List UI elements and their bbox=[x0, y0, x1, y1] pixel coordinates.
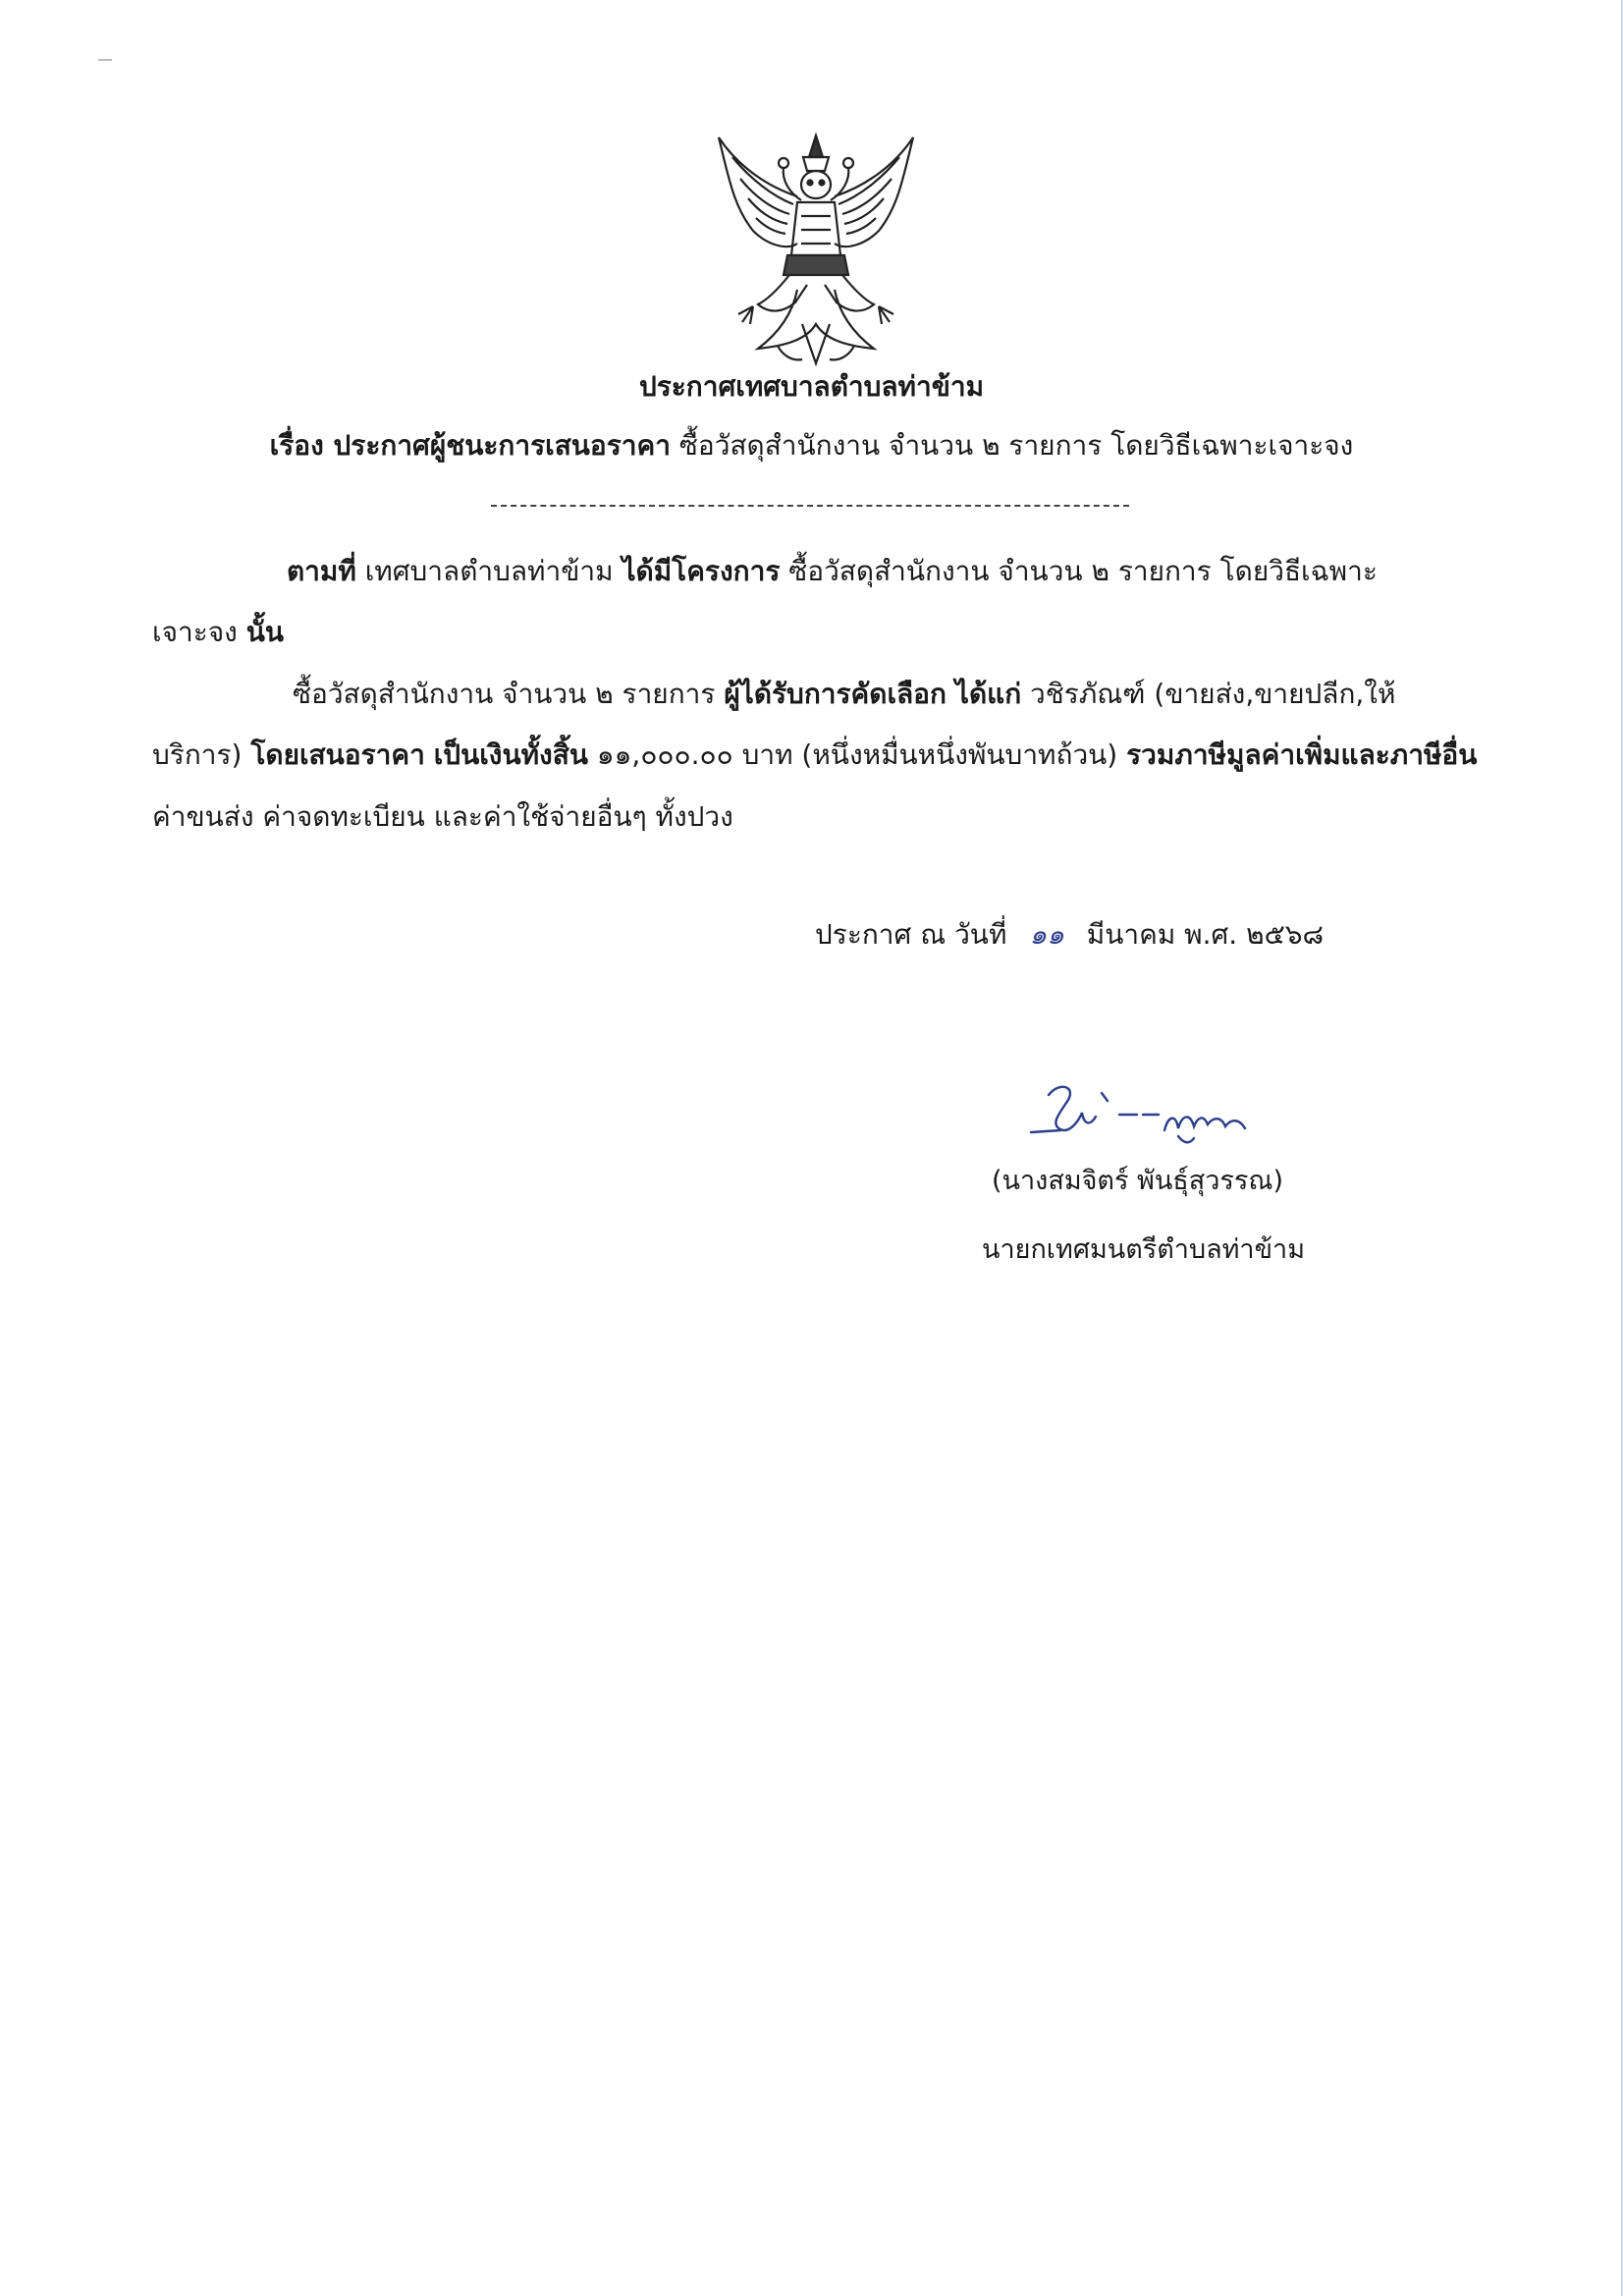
p1-cont: เจาะจง bbox=[152, 616, 238, 648]
subject-label: เรื่อง ประกาศผู้ชนะการเสนอราคา bbox=[269, 429, 671, 462]
p1-org: เทศบาลตำบลท่าข้าม bbox=[364, 555, 614, 587]
signature-icon bbox=[1021, 1075, 1267, 1154]
date-month-year: มีนาคม พ.ศ. ๒๕๖๘ bbox=[1086, 918, 1325, 951]
p1-end: นั้น bbox=[245, 616, 285, 648]
p2-offer-label: โดยเสนอราคา bbox=[250, 738, 425, 771]
subject-text: ซื้อวัสดุสำนักงาน จำนวน ๒ รายการ โดยวิธีเฉพาะเจาะจง bbox=[678, 429, 1354, 462]
document-subject bbox=[0, 424, 1623, 467]
document-title: ประกาศเทศบาลตำบลท่าข้าม bbox=[638, 370, 985, 403]
p2-vat: รวมภาษีมูลค่าเพิ่มและภาษีอื่น bbox=[1126, 738, 1478, 771]
p2-last: ค่าขนส่ง ค่าจดทะเบียน และค่าใช้จ่ายอื่นๆ ทั้งปวง bbox=[152, 800, 733, 833]
divider bbox=[491, 505, 1129, 507]
p1-project-label: ได้มีโครงการ bbox=[622, 555, 781, 587]
para1-line1 bbox=[287, 545, 1378, 598]
scan-mark bbox=[98, 59, 112, 61]
announcement-date bbox=[815, 913, 1324, 957]
p2-item: ซื้อวัสดุสำนักงาน จำนวน ๒ รายการ bbox=[293, 678, 716, 710]
signer-name: (นางสมจิตร์ พันธุ์สุวรรณ) bbox=[992, 1166, 1284, 1196]
para2-line1 bbox=[293, 668, 1395, 721]
garuda-emblem-icon bbox=[699, 128, 933, 373]
para2-line2 bbox=[152, 729, 1477, 782]
para1-line2 bbox=[152, 606, 284, 659]
p2-total-label: เป็นเงินทั้งสิ้น bbox=[433, 738, 588, 771]
p2-selected-label: ผู้ได้รับการคัดเลือก bbox=[724, 678, 947, 710]
date-prefix: ประกาศ ณ วันที่ bbox=[815, 918, 1007, 951]
date-day: ๑๑ bbox=[1029, 918, 1064, 951]
para2-line3 bbox=[152, 791, 733, 844]
p1-lead: ตามที่ bbox=[287, 555, 356, 587]
p2-vendor: วชิรภัณฑ์ (ขายส่ง,ขายปลีก,ให้ bbox=[1030, 678, 1396, 710]
p1-project: ซื้อวัสดุสำนักงาน จำนวน ๒ รายการ โดยวิธีเฉพาะ bbox=[788, 555, 1378, 587]
signer-position: นายกเทศมนตรีตำบลท่าข้าม bbox=[982, 1234, 1305, 1265]
p2-vendor-cont: บริการ) bbox=[152, 738, 243, 771]
p2-amount: ๑๑,๐๐๐.๐๐ บาท (หนึ่งหมื่นหนึ่งพันบาทถ้วน) bbox=[596, 738, 1118, 771]
p2-given-label: ได้แก่ bbox=[954, 678, 1022, 710]
